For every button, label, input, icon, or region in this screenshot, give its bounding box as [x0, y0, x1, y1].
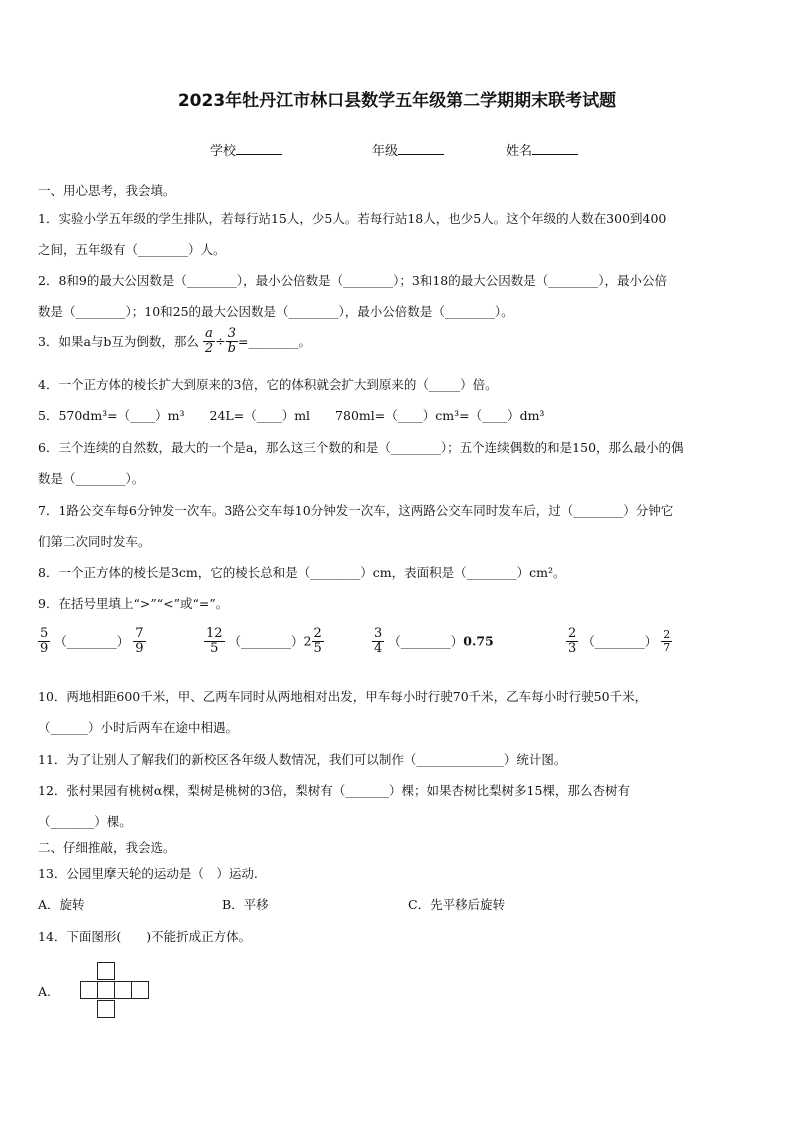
fraction-left	[204, 627, 225, 655]
grade-label: 年级	[372, 144, 399, 159]
question-10-line-1: 10．两地相距600千米，甲、乙两车同时从两地相对出发，甲车每小时行驶70千米，乙车每小时行驶50千米，	[38, 689, 648, 704]
comparison-4	[566, 627, 672, 655]
question-4: 4．一个正方体的棱长扩大到原来的3倍，它的体积就会扩大到原来的（_____）倍。	[38, 377, 498, 392]
numerator: 3	[374, 626, 383, 641]
school-field	[210, 140, 282, 159]
numerator: 2	[313, 626, 322, 641]
numerator: 2	[663, 628, 671, 642]
question-11: 11．为了让别人了解我们的新校区各年级人数情况，我们可以制作（______________）统计图。	[38, 752, 567, 767]
numerator: 5	[40, 626, 49, 641]
question-2-line-1: 2．8和9的最大公因数是（________），最小公倍数是（________）；3和18的最大公因数是（________），最小公倍	[38, 273, 667, 288]
question-1-line-1: 1．实验小学五年级的学生排队，若每行站15人，少5人。若每行站18人，也少5人。这个年级的人数在300到400	[38, 211, 667, 226]
grade-field	[372, 140, 444, 159]
compare-blank[interactable]: （________）	[388, 634, 464, 650]
denominator: 9	[135, 640, 144, 656]
denominator: 9	[40, 640, 49, 656]
net-square	[97, 1000, 115, 1018]
denominator: 3	[568, 640, 577, 656]
fraction-numerator: 3	[226, 327, 238, 342]
question-3	[38, 327, 311, 355]
section-2-heading: 二、仔细推敲，我会选。	[38, 840, 176, 855]
question-13-option-a[interactable]: A．旋转	[38, 897, 85, 912]
fraction-left	[372, 627, 384, 655]
compare-blank[interactable]: （________）	[582, 634, 658, 650]
question-13-option-c[interactable]: C．先平移后旋转	[408, 897, 506, 912]
net-square	[97, 962, 115, 980]
school-blank[interactable]	[236, 142, 282, 155]
denominator: 5	[210, 640, 219, 656]
question-13: 13．公园里摩天轮的运动是（ ）运动.	[38, 866, 258, 881]
section-1-heading: 一、用心思考，我会填。	[38, 183, 176, 198]
page-title: 2023年牡丹江市林口县数学五年级第二学期期末联考试题	[177, 91, 617, 111]
question-3-suffix: =________。	[238, 334, 311, 350]
school-label: 学校	[210, 144, 237, 159]
denominator: 7	[663, 640, 671, 654]
comparison-1	[38, 627, 146, 655]
question-10-line-2: （______）小时后两车在途中相遇。	[38, 720, 239, 735]
question-14-option-a-label[interactable]: A.	[38, 984, 52, 999]
question-5: 5．570dm³=（____）m³ 24L=（____）ml 780ml=（____）cm³=（____）dm³	[38, 408, 545, 423]
question-14: 14．下面图形( )不能折成正方体。	[38, 929, 252, 944]
denominator: 5	[313, 640, 322, 656]
divide-sign: ÷	[215, 333, 226, 349]
mixed-whole: 2	[303, 633, 312, 649]
question-6-line-1: 6．三个连续的自然数，最大的一个是a，那么这三个数的和是（________）；五个连续偶数的和是150，那么最小的偶	[38, 440, 684, 455]
question-7-line-2: 们第二次同时发车。	[38, 534, 151, 549]
fraction-3-over-b	[226, 327, 238, 355]
numerator: 12	[206, 626, 223, 641]
cube-net-figure	[80, 962, 152, 1020]
question-12-line-2: （_______）棵。	[38, 814, 132, 829]
fraction-right	[661, 629, 672, 653]
numerator: 7	[135, 626, 144, 641]
comparison-3	[372, 627, 494, 655]
fraction-right	[133, 627, 145, 655]
fraction-left	[566, 627, 578, 655]
fraction-a-over-2	[203, 327, 215, 355]
net-square	[131, 981, 149, 999]
net-square	[97, 981, 115, 999]
decimal-value: 0.75	[463, 633, 494, 649]
name-label: 姓名	[506, 144, 533, 159]
compare-blank[interactable]: （________）	[228, 634, 304, 650]
question-2-line-2: 数是（________）；10和25的最大公因数是（________），最小公倍数是（________）。	[38, 304, 514, 319]
question-6-line-2: 数是（________）。	[38, 471, 145, 486]
fraction-left	[38, 627, 50, 655]
compare-blank[interactable]: （________）	[54, 634, 130, 650]
fraction-denominator: 2	[204, 340, 214, 356]
fraction-right	[312, 627, 324, 655]
numerator: 2	[568, 626, 577, 641]
fraction-denominator: b	[227, 340, 236, 356]
fraction-numerator: a	[203, 327, 215, 342]
net-square	[114, 981, 132, 999]
question-8: 8．一个正方体的棱长是3cm，它的棱长总和是（________）cm，表面积是（________）cm²。	[38, 565, 566, 580]
question-9: 9．在括号里填上“>”“<”或“=”。	[38, 596, 229, 611]
denominator: 4	[374, 640, 383, 656]
question-1-line-2: 之间，五年级有（________）人。	[38, 242, 226, 257]
name-field	[506, 140, 578, 159]
question-12-line-1: 12．张村果园有桃树α棵，梨树是桃树的3倍，梨树有（_______）棵；如果杏树比梨树多15棵，那么杏树有	[38, 783, 630, 798]
question-7-line-1: 7．1路公交车每6分钟发一次车。3路公交车每10分钟发一次车，这两路公交车同时发车后，过（________）分钟它	[38, 503, 674, 518]
question-13-option-b[interactable]: B．平移	[222, 897, 269, 912]
question-3-prefix: 3．如果a与b互为倒数，那么	[38, 334, 199, 350]
net-square	[80, 981, 98, 999]
name-blank[interactable]	[532, 142, 578, 155]
grade-blank[interactable]	[398, 142, 444, 155]
comparison-2	[204, 627, 324, 655]
